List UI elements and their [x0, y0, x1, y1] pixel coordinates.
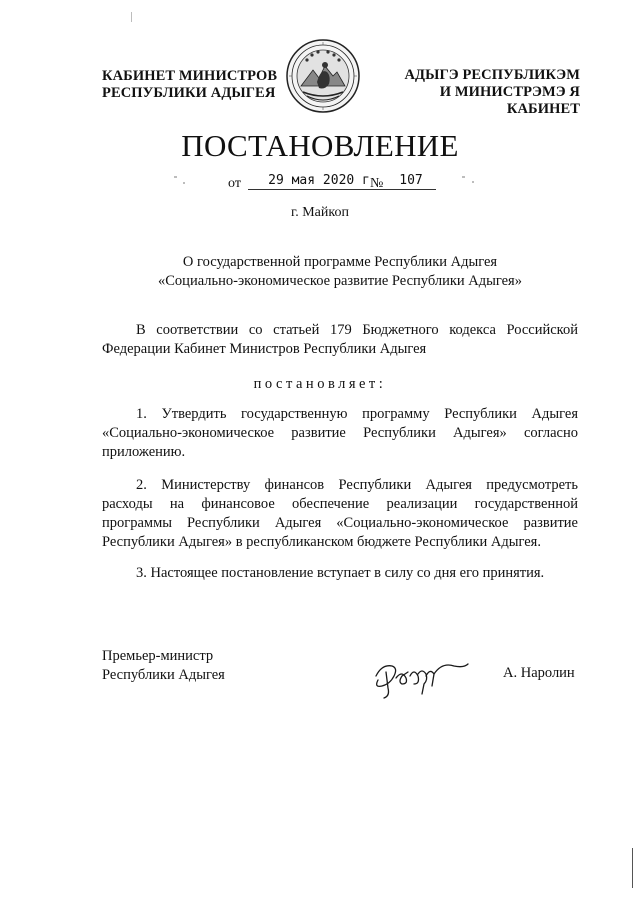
decree-item-1: [102, 405, 578, 462]
signatory-title-line-2: Республики Адыгея: [102, 667, 225, 683]
issuer-adyghe-line-1: АДЫГЭ РЕСПУБЛИКЭМ: [404, 67, 580, 83]
number-prefix: №: [370, 176, 384, 191]
decree-item-3: [102, 564, 578, 583]
signatory-name: А. Наролин: [503, 665, 575, 681]
document-title: ПОСТАНОВЛЕНИЕ: [181, 128, 459, 163]
scan-speck: [472, 181, 474, 183]
subject-line-1: О государственной программе Республики Адыгея: [182, 254, 498, 270]
document-subject: [100, 253, 580, 291]
document-number: 107: [386, 173, 436, 190]
item-2-text: 2. Министерству финансов Республики Адыгея предусмотреть расходы на финансовое обеспечение реализации государственной программы Республики Адыгея «Социально-экономическое развитие Республики Адыгея» в республиканском бюджете Республики Адыгея.: [102, 477, 578, 550]
handwritten-signature-icon: [368, 654, 473, 704]
document-date: 29 мая 2020 г: [248, 173, 390, 190]
date-number-line: [228, 173, 468, 193]
subject-line-2: «Социально-экономическое развитие Республики Адыгея»: [158, 273, 522, 289]
signatory-title: [102, 647, 225, 685]
item-3-text: 3. Настоящее постановление вступает в силу со дня его принятия.: [136, 565, 545, 581]
decree-item-2: [102, 476, 578, 552]
scan-speck: [174, 176, 177, 178]
document-city: г. Майкоп: [291, 205, 349, 220]
issuer-line-2: РЕСПУБЛИКИ АДЫГЕЯ: [102, 85, 276, 101]
issuer-line-1: КАБИНЕТ МИНИСТРОВ: [102, 68, 278, 84]
item-1-text: 1. Утвердить государственную программу Республики Адыгея «Социально-экономическое развитие Республики Адыгея» согласно приложению.: [102, 406, 578, 460]
issuer-adyghe-line-2: И МИНИСТРЭМЭ Я КАБИНЕТ: [439, 84, 580, 117]
issuer-name-adyghe: [368, 67, 580, 118]
intro-text: В соответствии со статьей 179 Бюджетного кодекса Российской Федерации Кабинет Министров Республики Адыгея: [102, 322, 578, 357]
decree-word: постановляет:: [253, 376, 387, 392]
scan-speck: [131, 12, 132, 22]
signatory-title-line-1: Премьер-министр: [102, 648, 214, 664]
issuer-name-russian: [102, 68, 277, 102]
coat-of-arms-icon: [285, 38, 361, 114]
date-prefix: от: [228, 176, 241, 191]
scan-speck: [183, 182, 185, 184]
scan-edge-mark: [632, 848, 633, 888]
intro-paragraph: [102, 321, 578, 359]
